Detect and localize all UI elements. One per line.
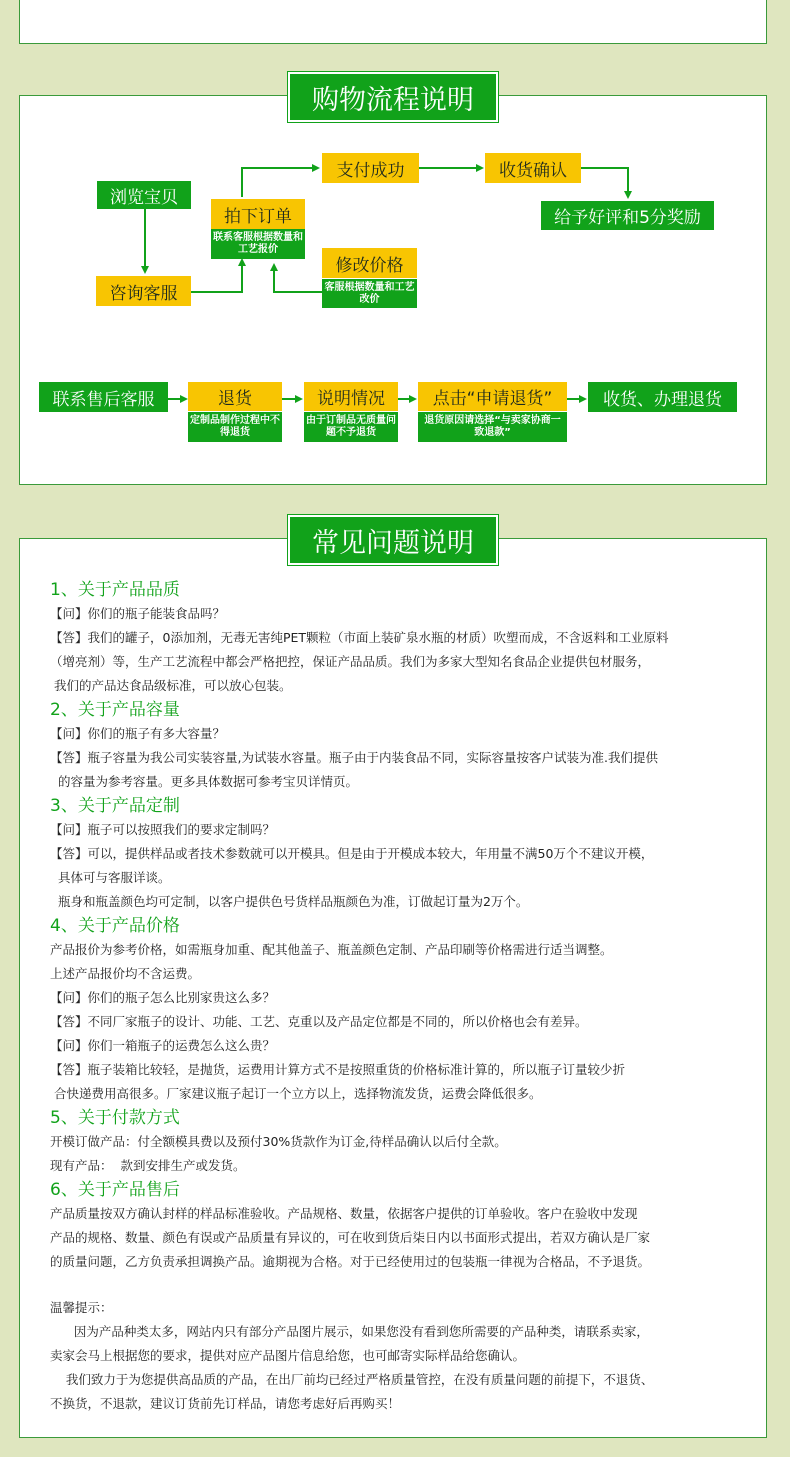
faq-line: 【答】可以，提供样品或者技术参数就可以开模具。但是由于开模成本较大，年用量不满50万个不建议开模， (50, 846, 654, 861)
pay-success-step: 支付成功 (322, 153, 419, 183)
faq-heading-quality: 1、关于产品品质 (50, 580, 180, 600)
faq-line: 【问】你们的瓶子怎么比别家贵这么多？ (50, 990, 276, 1005)
browse-step: 浏览宝贝 (97, 181, 191, 209)
consult-step: 咨询客服 (96, 276, 191, 306)
faq-line: 我们的产品达食品级标准，可以放心包装。 (50, 678, 292, 693)
faq-content (50, 578, 750, 1416)
faq-line: 【答】瓶子装箱比较轻，是抛货，运费用计算方式不是按照重货的价格标准计算的，所以瓶子订量较少折 (50, 1062, 626, 1077)
click-apply-note: 退货原因请选择“与卖家协商一致退款” (418, 412, 567, 442)
faq-line: 【问】你们的瓶子能装食品吗？ (50, 606, 226, 621)
faq-line: 产品的规格、数量、颜色有误或产品质量有异议的，可在收到货后柒日内以书面形式提出，若双方确认是厂家 (50, 1230, 651, 1245)
faq-line: 合快递费用高很多。厂家建议瓶子起订一个立方以上，选择物流发货，运费会降低很多。 (50, 1086, 542, 1101)
explain-note: 由于订制品无质量问题不予退货 (304, 412, 398, 442)
process-title: 购物流程说明 (288, 72, 498, 122)
faq-line: 现有产品： 款到安排生产或发货。 (50, 1158, 246, 1173)
faq-line: 【问】你们一箱瓶子的运费怎么这么贵？ (50, 1038, 276, 1053)
return-note: 定制品制作过程中不得退货 (188, 412, 282, 442)
faq-line: 的容量为参考容量。更多具体数据可参考宝贝详情页。 (50, 774, 358, 789)
faq-line: 【答】瓶子容量为我公司实装容量,为试装水容量。瓶子由于内装食品不同，实际容量按客户试装为准.我们提供 (50, 750, 658, 765)
faq-heading-after-sale: 6、关于产品售后 (50, 1180, 180, 1200)
click-apply-step: 点击“申请退货” (418, 382, 567, 411)
faq-heading-payment: 5、关于付款方式 (50, 1108, 180, 1128)
faq-line: 开模订做产品：付全额模具费以及预付30%货款作为订金,待样品确认以后付全款。 (50, 1134, 507, 1149)
modify-price-note: 客服根据数量和工艺改价 (322, 279, 417, 308)
faq-line: 具体可与客服详谈。 (50, 870, 171, 885)
faq-line: 瓶身和瓶盖颜色均可定制，以客户提供色号货样品瓶颜色为准，订做起订量为2万个。 (50, 894, 529, 909)
faq-line: （增亮剂）等，生产工艺流程中都会严格把控，保证产品品质。我们为多家大型知名食品企业提供包材服务， (50, 654, 651, 669)
faq-line: 上述产品报价均不含运费。 (50, 966, 201, 981)
faq-line: 【答】我们的罐子，0添加剂，无毒无害纯PET颗粒（市面上装矿泉水瓶的材质）吹塑而成，不含返料和工业原料 (50, 630, 669, 645)
order-note: 联系客服根据数量和工艺报价 (211, 229, 305, 259)
faq-title: 常见问题说明 (288, 515, 498, 565)
order-step: 拍下订单 (211, 199, 305, 229)
return-step: 退货 (188, 382, 282, 411)
faq-heading-custom: 3、关于产品定制 (50, 796, 180, 816)
tips-line: 不换货，不退款，建议订货前先订样品，请您考虑好后再购买！ (50, 1396, 401, 1411)
explain-step: 说明情况 (304, 382, 398, 411)
review-step: 给予好评和5分奖励 (541, 201, 714, 230)
tips-line: 卖家会马上根据您的要求，提供对应产品图片信息给您，也可邮寄实际样品给您确认。 (50, 1348, 526, 1363)
tips-title: 温馨提示： (50, 1300, 113, 1315)
confirm-receipt-step: 收货确认 (485, 153, 581, 183)
contact-after-sale-step: 联系售后客服 (39, 382, 168, 412)
tips-line: 因为产品种类太多，网站内只有部分产品图片展示，如果您没有看到您所需要的产品种类，请联系卖家， (50, 1324, 649, 1339)
faq-line: 【问】你们的瓶子有多大容量？ (50, 726, 226, 741)
modify-price-step: 修改价格 (322, 248, 417, 278)
faq-line: 【答】不同厂家瓶子的设计、功能、工艺、克重以及产品定位都是不同的，所以价格也会有差异。 (50, 1014, 588, 1029)
faq-line: 产品报价为参考价格，如需瓶身加重、配其他盖子、瓶盖颜色定制、产品印刷等价格需进行适当调整。 (50, 942, 613, 957)
faq-heading-price: 4、关于产品价格 (50, 916, 180, 936)
tips-line: 我们致力于为您提供高品质的产品，在出厂前均已经过严格质量管控，在没有质量问题的前提下，不退货、 (50, 1372, 654, 1387)
faq-line: 产品质量按双方确认封样的样品标准验收。产品规格、数量，依据客户提供的订单验收。客户在验收中发现 (50, 1206, 638, 1221)
faq-line: 的质量问题，乙方负责承担调换产品。逾期视为合格。对于已经使用过的包装瓶一律视为合格品，不予退货。 (50, 1254, 651, 1269)
faq-heading-capacity: 2、关于产品容量 (50, 700, 180, 720)
receive-refund-step: 收货、办理退货 (588, 382, 737, 412)
faq-line: 【问】瓶子可以按照我们的要求定制吗？ (50, 822, 276, 837)
